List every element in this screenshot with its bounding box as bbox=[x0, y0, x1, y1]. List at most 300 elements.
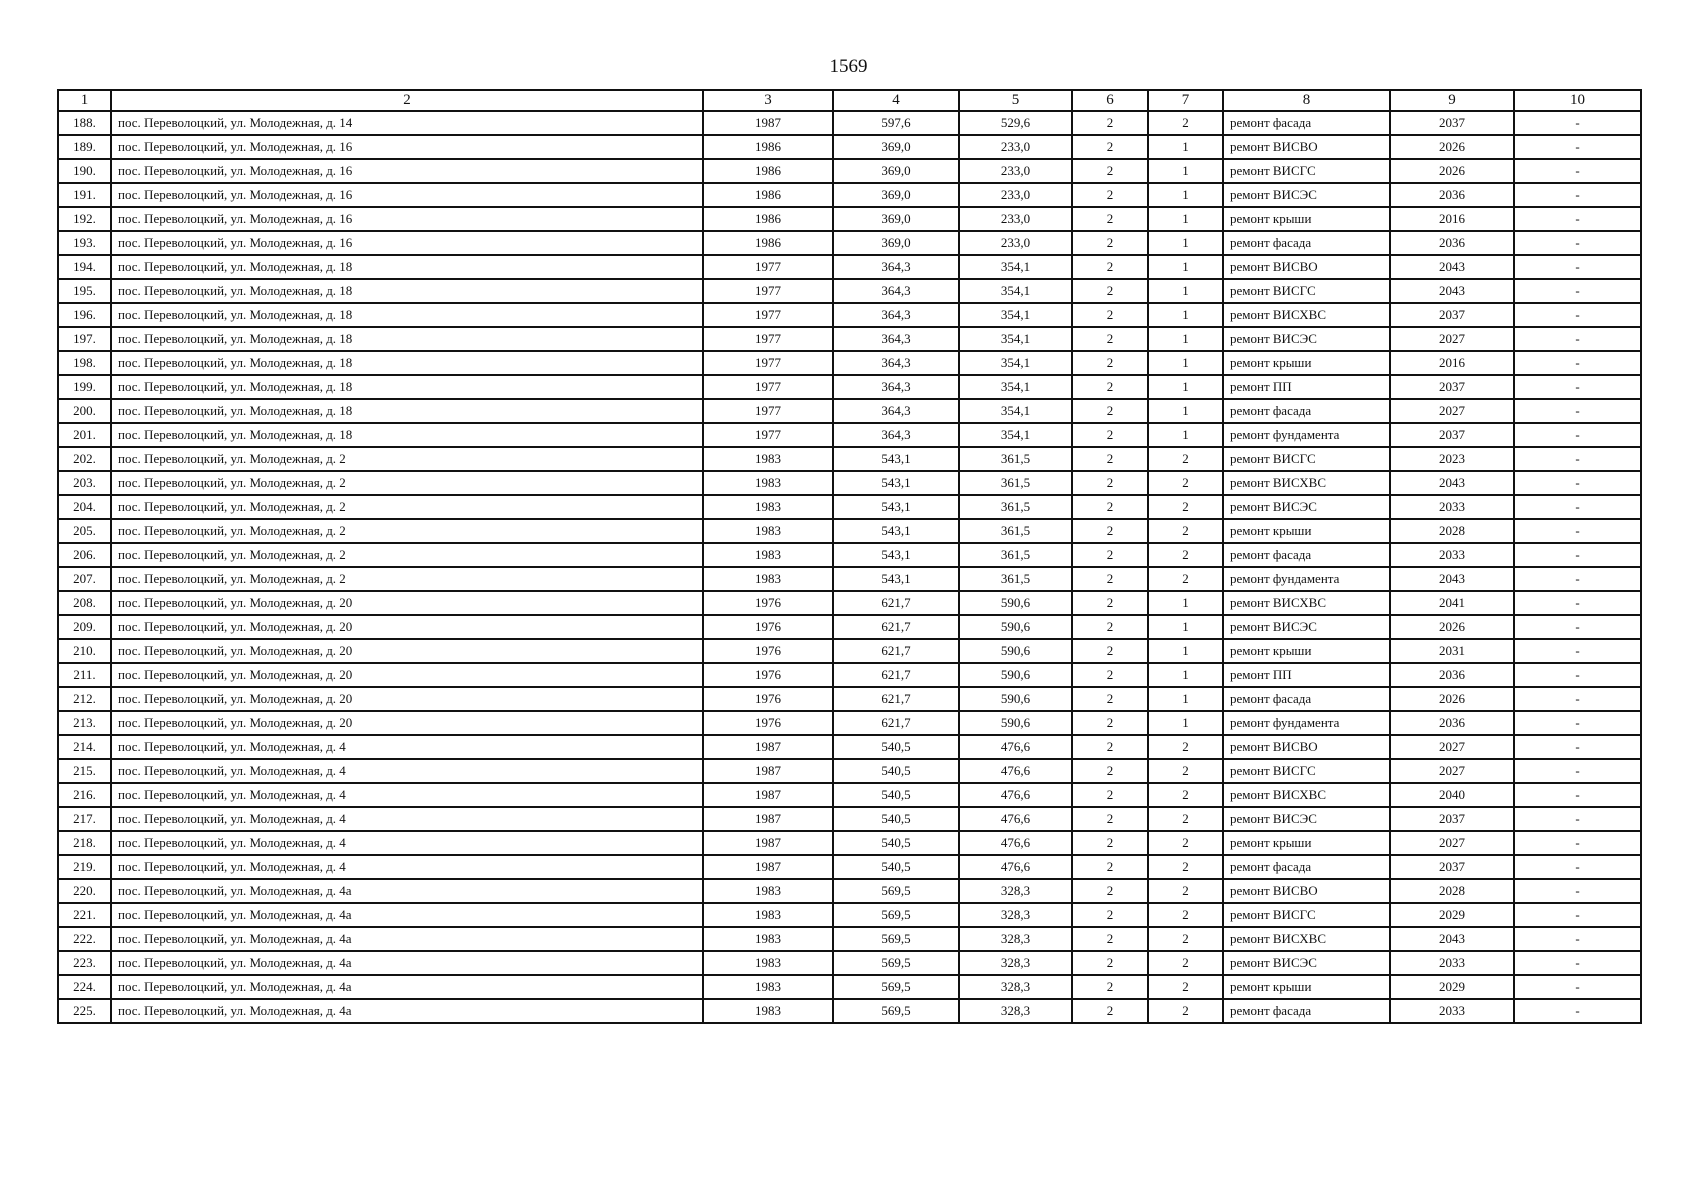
entrances-cell: 1 bbox=[1148, 639, 1223, 663]
total-area-cell: 540,5 bbox=[833, 855, 959, 879]
work-type-cell: ремонт ВИСЭС bbox=[1223, 807, 1390, 831]
work-type-cell: ремонт ВИСВО bbox=[1223, 135, 1390, 159]
living-area-cell: 476,6 bbox=[959, 735, 1072, 759]
total-area-cell: 369,0 bbox=[833, 159, 959, 183]
living-area-cell: 361,5 bbox=[959, 495, 1072, 519]
note-cell: - bbox=[1514, 879, 1641, 903]
living-area-cell: 328,3 bbox=[959, 975, 1072, 999]
total-area-cell: 543,1 bbox=[833, 567, 959, 591]
note-cell: - bbox=[1514, 135, 1641, 159]
living-area-cell: 590,6 bbox=[959, 591, 1072, 615]
planned-year-cell: 2043 bbox=[1390, 471, 1514, 495]
living-area-cell: 590,6 bbox=[959, 663, 1072, 687]
year-built-cell: 1977 bbox=[703, 351, 833, 375]
table-row bbox=[58, 543, 1641, 567]
entrances-cell: 2 bbox=[1148, 447, 1223, 471]
work-type-cell: ремонт фасада bbox=[1223, 111, 1390, 135]
work-type-cell: ремонт ВИСЭС bbox=[1223, 615, 1390, 639]
table-row bbox=[58, 135, 1641, 159]
entrances-cell: 2 bbox=[1148, 543, 1223, 567]
year-built-cell: 1986 bbox=[703, 159, 833, 183]
row-number-cell: 211. bbox=[58, 663, 111, 687]
floors-cell: 2 bbox=[1072, 135, 1148, 159]
row-number-cell: 207. bbox=[58, 567, 111, 591]
living-area-cell: 476,6 bbox=[959, 831, 1072, 855]
total-area-cell: 621,7 bbox=[833, 711, 959, 735]
note-cell: - bbox=[1514, 615, 1641, 639]
total-area-cell: 364,3 bbox=[833, 351, 959, 375]
planned-year-cell: 2029 bbox=[1390, 903, 1514, 927]
living-area-cell: 233,0 bbox=[959, 207, 1072, 231]
planned-year-cell: 2033 bbox=[1390, 951, 1514, 975]
address-cell: пос. Переволоцкий, ул. Молодежная, д. 2 bbox=[111, 471, 703, 495]
table-row bbox=[58, 519, 1641, 543]
address-cell: пос. Переволоцкий, ул. Молодежная, д. 2 bbox=[111, 447, 703, 471]
row-number-cell: 193. bbox=[58, 231, 111, 255]
entrances-cell: 1 bbox=[1148, 255, 1223, 279]
planned-year-cell: 2033 bbox=[1390, 999, 1514, 1023]
floors-cell: 2 bbox=[1072, 207, 1148, 231]
entrances-cell: 2 bbox=[1148, 879, 1223, 903]
total-area-cell: 569,5 bbox=[833, 927, 959, 951]
living-area-cell: 361,5 bbox=[959, 567, 1072, 591]
table-row bbox=[58, 495, 1641, 519]
work-type-cell: ремонт ПП bbox=[1223, 663, 1390, 687]
row-number-cell: 194. bbox=[58, 255, 111, 279]
living-area-cell: 328,3 bbox=[959, 879, 1072, 903]
year-built-cell: 1977 bbox=[703, 279, 833, 303]
row-number-cell: 218. bbox=[58, 831, 111, 855]
entrances-cell: 1 bbox=[1148, 591, 1223, 615]
planned-year-cell: 2036 bbox=[1390, 711, 1514, 735]
floors-cell: 2 bbox=[1072, 159, 1148, 183]
planned-year-cell: 2016 bbox=[1390, 207, 1514, 231]
floors-cell: 2 bbox=[1072, 423, 1148, 447]
row-number-cell: 199. bbox=[58, 375, 111, 399]
living-area-cell: 354,1 bbox=[959, 327, 1072, 351]
work-type-cell: ремонт ВИСГС bbox=[1223, 759, 1390, 783]
table-row bbox=[58, 807, 1641, 831]
entrances-cell: 2 bbox=[1148, 519, 1223, 543]
row-number-cell: 196. bbox=[58, 303, 111, 327]
work-type-cell: ремонт ВИСВО bbox=[1223, 735, 1390, 759]
column-header: 3 bbox=[703, 90, 833, 111]
living-area-cell: 233,0 bbox=[959, 231, 1072, 255]
year-built-cell: 1977 bbox=[703, 375, 833, 399]
address-cell: пос. Переволоцкий, ул. Молодежная, д. 18 bbox=[111, 303, 703, 327]
total-area-cell: 543,1 bbox=[833, 495, 959, 519]
entrances-cell: 1 bbox=[1148, 231, 1223, 255]
entrances-cell: 1 bbox=[1148, 375, 1223, 399]
planned-year-cell: 2037 bbox=[1390, 855, 1514, 879]
note-cell: - bbox=[1514, 567, 1641, 591]
living-area-cell: 328,3 bbox=[959, 903, 1072, 927]
address-cell: пос. Переволоцкий, ул. Молодежная, д. 20 bbox=[111, 663, 703, 687]
note-cell: - bbox=[1514, 855, 1641, 879]
note-cell: - bbox=[1514, 591, 1641, 615]
entrances-cell: 1 bbox=[1148, 687, 1223, 711]
year-built-cell: 1976 bbox=[703, 639, 833, 663]
total-area-cell: 369,0 bbox=[833, 135, 959, 159]
work-type-cell: ремонт ВИСГС bbox=[1223, 903, 1390, 927]
row-number-cell: 198. bbox=[58, 351, 111, 375]
total-area-cell: 621,7 bbox=[833, 615, 959, 639]
entrances-cell: 2 bbox=[1148, 903, 1223, 927]
row-number-cell: 222. bbox=[58, 927, 111, 951]
address-cell: пос. Переволоцкий, ул. Молодежная, д. 20 bbox=[111, 711, 703, 735]
note-cell: - bbox=[1514, 231, 1641, 255]
note-cell: - bbox=[1514, 807, 1641, 831]
planned-year-cell: 2027 bbox=[1390, 327, 1514, 351]
year-built-cell: 1977 bbox=[703, 303, 833, 327]
address-cell: пос. Переволоцкий, ул. Молодежная, д. 18 bbox=[111, 351, 703, 375]
floors-cell: 2 bbox=[1072, 495, 1148, 519]
total-area-cell: 364,3 bbox=[833, 327, 959, 351]
note-cell: - bbox=[1514, 975, 1641, 999]
address-cell: пос. Переволоцкий, ул. Молодежная, д. 2 bbox=[111, 519, 703, 543]
note-cell: - bbox=[1514, 831, 1641, 855]
work-type-cell: ремонт ВИСЭС bbox=[1223, 183, 1390, 207]
row-number-cell: 214. bbox=[58, 735, 111, 759]
table-row bbox=[58, 591, 1641, 615]
total-area-cell: 540,5 bbox=[833, 807, 959, 831]
living-area-cell: 590,6 bbox=[959, 615, 1072, 639]
work-type-cell: ремонт ВИСГС bbox=[1223, 447, 1390, 471]
work-type-cell: ремонт ВИСГС bbox=[1223, 279, 1390, 303]
floors-cell: 2 bbox=[1072, 327, 1148, 351]
address-cell: пос. Переволоцкий, ул. Молодежная, д. 18 bbox=[111, 255, 703, 279]
entrances-cell: 2 bbox=[1148, 783, 1223, 807]
total-area-cell: 364,3 bbox=[833, 255, 959, 279]
total-area-cell: 364,3 bbox=[833, 303, 959, 327]
row-number-cell: 216. bbox=[58, 783, 111, 807]
table-row bbox=[58, 159, 1641, 183]
note-cell: - bbox=[1514, 951, 1641, 975]
row-number-cell: 188. bbox=[58, 111, 111, 135]
entrances-cell: 2 bbox=[1148, 999, 1223, 1023]
floors-cell: 2 bbox=[1072, 591, 1148, 615]
row-number-cell: 225. bbox=[58, 999, 111, 1023]
address-cell: пос. Переволоцкий, ул. Молодежная, д. 20 bbox=[111, 639, 703, 663]
note-cell: - bbox=[1514, 111, 1641, 135]
work-type-cell: ремонт фасада bbox=[1223, 999, 1390, 1023]
floors-cell: 2 bbox=[1072, 759, 1148, 783]
planned-year-cell: 2043 bbox=[1390, 279, 1514, 303]
address-cell: пос. Переволоцкий, ул. Молодежная, д. 18 bbox=[111, 375, 703, 399]
floors-cell: 2 bbox=[1072, 351, 1148, 375]
address-cell: пос. Переволоцкий, ул. Молодежная, д. 4 bbox=[111, 759, 703, 783]
work-type-cell: ремонт ВИСХВС bbox=[1223, 783, 1390, 807]
floors-cell: 2 bbox=[1072, 687, 1148, 711]
address-cell: пос. Переволоцкий, ул. Молодежная, д. 4а bbox=[111, 951, 703, 975]
living-area-cell: 354,1 bbox=[959, 351, 1072, 375]
total-area-cell: 543,1 bbox=[833, 543, 959, 567]
note-cell: - bbox=[1514, 759, 1641, 783]
address-cell: пос. Переволоцкий, ул. Молодежная, д. 4 bbox=[111, 831, 703, 855]
planned-year-cell: 2027 bbox=[1390, 831, 1514, 855]
row-number-cell: 204. bbox=[58, 495, 111, 519]
floors-cell: 2 bbox=[1072, 615, 1148, 639]
row-number-cell: 215. bbox=[58, 759, 111, 783]
table-row bbox=[58, 399, 1641, 423]
floors-cell: 2 bbox=[1072, 999, 1148, 1023]
column-header: 1 bbox=[58, 90, 111, 111]
floors-cell: 2 bbox=[1072, 471, 1148, 495]
floors-cell: 2 bbox=[1072, 399, 1148, 423]
note-cell: - bbox=[1514, 375, 1641, 399]
year-built-cell: 1987 bbox=[703, 735, 833, 759]
living-area-cell: 354,1 bbox=[959, 399, 1072, 423]
note-cell: - bbox=[1514, 399, 1641, 423]
row-number-cell: 202. bbox=[58, 447, 111, 471]
total-area-cell: 543,1 bbox=[833, 447, 959, 471]
row-number-cell: 224. bbox=[58, 975, 111, 999]
entrances-cell: 2 bbox=[1148, 567, 1223, 591]
entrances-cell: 2 bbox=[1148, 759, 1223, 783]
work-type-cell: ремонт крыши bbox=[1223, 975, 1390, 999]
planned-year-cell: 2043 bbox=[1390, 927, 1514, 951]
work-type-cell: ремонт фундамента bbox=[1223, 567, 1390, 591]
year-built-cell: 1976 bbox=[703, 615, 833, 639]
note-cell: - bbox=[1514, 663, 1641, 687]
planned-year-cell: 2023 bbox=[1390, 447, 1514, 471]
total-area-cell: 621,7 bbox=[833, 663, 959, 687]
living-area-cell: 354,1 bbox=[959, 375, 1072, 399]
work-type-cell: ремонт ВИСХВС bbox=[1223, 303, 1390, 327]
planned-year-cell: 2036 bbox=[1390, 231, 1514, 255]
year-built-cell: 1986 bbox=[703, 207, 833, 231]
work-type-cell: ремонт фундамента bbox=[1223, 423, 1390, 447]
planned-year-cell: 2027 bbox=[1390, 399, 1514, 423]
note-cell: - bbox=[1514, 447, 1641, 471]
total-area-cell: 569,5 bbox=[833, 879, 959, 903]
table-row bbox=[58, 639, 1641, 663]
floors-cell: 2 bbox=[1072, 111, 1148, 135]
living-area-cell: 233,0 bbox=[959, 159, 1072, 183]
work-type-cell: ремонт ПП bbox=[1223, 375, 1390, 399]
work-type-cell: ремонт крыши bbox=[1223, 519, 1390, 543]
row-number-cell: 205. bbox=[58, 519, 111, 543]
living-area-cell: 354,1 bbox=[959, 279, 1072, 303]
floors-cell: 2 bbox=[1072, 735, 1148, 759]
living-area-cell: 328,3 bbox=[959, 951, 1072, 975]
table-row bbox=[58, 999, 1641, 1023]
floors-cell: 2 bbox=[1072, 543, 1148, 567]
row-number-cell: 220. bbox=[58, 879, 111, 903]
living-area-cell: 354,1 bbox=[959, 423, 1072, 447]
living-area-cell: 529,6 bbox=[959, 111, 1072, 135]
table-row bbox=[58, 831, 1641, 855]
row-number-cell: 206. bbox=[58, 543, 111, 567]
address-cell: пос. Переволоцкий, ул. Молодежная, д. 18 bbox=[111, 279, 703, 303]
address-cell: пос. Переволоцкий, ул. Молодежная, д. 14 bbox=[111, 111, 703, 135]
note-cell: - bbox=[1514, 543, 1641, 567]
year-built-cell: 1983 bbox=[703, 519, 833, 543]
column-header: 10 bbox=[1514, 90, 1641, 111]
note-cell: - bbox=[1514, 735, 1641, 759]
table-row bbox=[58, 231, 1641, 255]
address-cell: пос. Переволоцкий, ул. Молодежная, д. 20 bbox=[111, 687, 703, 711]
note-cell: - bbox=[1514, 303, 1641, 327]
year-built-cell: 1987 bbox=[703, 783, 833, 807]
entrances-cell: 1 bbox=[1148, 303, 1223, 327]
row-number-cell: 210. bbox=[58, 639, 111, 663]
planned-year-cell: 2037 bbox=[1390, 423, 1514, 447]
floors-cell: 2 bbox=[1072, 255, 1148, 279]
year-built-cell: 1986 bbox=[703, 135, 833, 159]
living-area-cell: 590,6 bbox=[959, 711, 1072, 735]
address-cell: пос. Переволоцкий, ул. Молодежная, д. 4 bbox=[111, 855, 703, 879]
year-built-cell: 1983 bbox=[703, 927, 833, 951]
year-built-cell: 1987 bbox=[703, 807, 833, 831]
living-area-cell: 476,6 bbox=[959, 783, 1072, 807]
table-row bbox=[58, 711, 1641, 735]
work-type-cell: ремонт ВИСЭС bbox=[1223, 951, 1390, 975]
floors-cell: 2 bbox=[1072, 783, 1148, 807]
floors-cell: 2 bbox=[1072, 807, 1148, 831]
floors-cell: 2 bbox=[1072, 903, 1148, 927]
year-built-cell: 1987 bbox=[703, 111, 833, 135]
total-area-cell: 621,7 bbox=[833, 687, 959, 711]
work-type-cell: ремонт ВИСВО bbox=[1223, 879, 1390, 903]
work-type-cell: ремонт фасада bbox=[1223, 687, 1390, 711]
planned-year-cell: 2026 bbox=[1390, 159, 1514, 183]
total-area-cell: 621,7 bbox=[833, 591, 959, 615]
year-built-cell: 1976 bbox=[703, 591, 833, 615]
living-area-cell: 590,6 bbox=[959, 639, 1072, 663]
floors-cell: 2 bbox=[1072, 831, 1148, 855]
row-number-cell: 190. bbox=[58, 159, 111, 183]
year-built-cell: 1976 bbox=[703, 711, 833, 735]
floors-cell: 2 bbox=[1072, 519, 1148, 543]
column-header: 8 bbox=[1223, 90, 1390, 111]
table-row bbox=[58, 615, 1641, 639]
table-row bbox=[58, 663, 1641, 687]
column-header: 6 bbox=[1072, 90, 1148, 111]
living-area-cell: 361,5 bbox=[959, 519, 1072, 543]
year-built-cell: 1983 bbox=[703, 903, 833, 927]
planned-year-cell: 2016 bbox=[1390, 351, 1514, 375]
table-row bbox=[58, 255, 1641, 279]
note-cell: - bbox=[1514, 327, 1641, 351]
address-cell: пос. Переволоцкий, ул. Молодежная, д. 16 bbox=[111, 207, 703, 231]
total-area-cell: 540,5 bbox=[833, 735, 959, 759]
planned-year-cell: 2037 bbox=[1390, 375, 1514, 399]
entrances-cell: 1 bbox=[1148, 135, 1223, 159]
row-number-cell: 203. bbox=[58, 471, 111, 495]
planned-year-cell: 2026 bbox=[1390, 687, 1514, 711]
note-cell: - bbox=[1514, 927, 1641, 951]
row-number-cell: 221. bbox=[58, 903, 111, 927]
row-number-cell: 213. bbox=[58, 711, 111, 735]
address-cell: пос. Переволоцкий, ул. Молодежная, д. 16 bbox=[111, 183, 703, 207]
living-area-cell: 354,1 bbox=[959, 255, 1072, 279]
year-built-cell: 1986 bbox=[703, 231, 833, 255]
year-built-cell: 1977 bbox=[703, 423, 833, 447]
work-type-cell: ремонт крыши bbox=[1223, 831, 1390, 855]
address-cell: пос. Переволоцкий, ул. Молодежная, д. 4 bbox=[111, 807, 703, 831]
entrances-cell: 2 bbox=[1148, 831, 1223, 855]
living-area-cell: 233,0 bbox=[959, 183, 1072, 207]
row-number-cell: 191. bbox=[58, 183, 111, 207]
row-number-cell: 219. bbox=[58, 855, 111, 879]
total-area-cell: 364,3 bbox=[833, 399, 959, 423]
planned-year-cell: 2029 bbox=[1390, 975, 1514, 999]
year-built-cell: 1983 bbox=[703, 975, 833, 999]
note-cell: - bbox=[1514, 519, 1641, 543]
total-area-cell: 569,5 bbox=[833, 975, 959, 999]
planned-year-cell: 2043 bbox=[1390, 255, 1514, 279]
entrances-cell: 2 bbox=[1148, 807, 1223, 831]
total-area-cell: 621,7 bbox=[833, 639, 959, 663]
total-area-cell: 597,6 bbox=[833, 111, 959, 135]
floors-cell: 2 bbox=[1072, 711, 1148, 735]
address-cell: пос. Переволоцкий, ул. Молодежная, д. 4а bbox=[111, 879, 703, 903]
entrances-cell: 1 bbox=[1148, 183, 1223, 207]
planned-year-cell: 2026 bbox=[1390, 135, 1514, 159]
row-number-cell: 195. bbox=[58, 279, 111, 303]
work-type-cell: ремонт ВИСГС bbox=[1223, 159, 1390, 183]
year-built-cell: 1977 bbox=[703, 327, 833, 351]
address-cell: пос. Переволоцкий, ул. Молодежная, д. 16 bbox=[111, 159, 703, 183]
entrances-cell: 1 bbox=[1148, 207, 1223, 231]
total-area-cell: 369,0 bbox=[833, 231, 959, 255]
address-cell: пос. Переволоцкий, ул. Молодежная, д. 4 bbox=[111, 783, 703, 807]
planned-year-cell: 2036 bbox=[1390, 663, 1514, 687]
column-header: 2 bbox=[111, 90, 703, 111]
floors-cell: 2 bbox=[1072, 975, 1148, 999]
planned-year-cell: 2037 bbox=[1390, 111, 1514, 135]
planned-year-cell: 2031 bbox=[1390, 639, 1514, 663]
entrances-cell: 2 bbox=[1148, 471, 1223, 495]
address-cell: пос. Переволоцкий, ул. Молодежная, д. 20 bbox=[111, 615, 703, 639]
year-built-cell: 1987 bbox=[703, 855, 833, 879]
table-row bbox=[58, 375, 1641, 399]
planned-year-cell: 2037 bbox=[1390, 303, 1514, 327]
total-area-cell: 543,1 bbox=[833, 471, 959, 495]
living-area-cell: 590,6 bbox=[959, 687, 1072, 711]
work-type-cell: ремонт фасада bbox=[1223, 543, 1390, 567]
living-area-cell: 476,6 bbox=[959, 855, 1072, 879]
address-cell: пос. Переволоцкий, ул. Молодежная, д. 2 bbox=[111, 567, 703, 591]
total-area-cell: 540,5 bbox=[833, 783, 959, 807]
table-row bbox=[58, 423, 1641, 447]
total-area-cell: 540,5 bbox=[833, 759, 959, 783]
floors-cell: 2 bbox=[1072, 951, 1148, 975]
floors-cell: 2 bbox=[1072, 879, 1148, 903]
work-type-cell: ремонт крыши bbox=[1223, 639, 1390, 663]
total-area-cell: 364,3 bbox=[833, 279, 959, 303]
entrances-cell: 1 bbox=[1148, 615, 1223, 639]
planned-year-cell: 2028 bbox=[1390, 879, 1514, 903]
total-area-cell: 364,3 bbox=[833, 423, 959, 447]
floors-cell: 2 bbox=[1072, 855, 1148, 879]
address-cell: пос. Переволоцкий, ул. Молодежная, д. 4а bbox=[111, 927, 703, 951]
address-cell: пос. Переволоцкий, ул. Молодежная, д. 2 bbox=[111, 543, 703, 567]
planned-year-cell: 2036 bbox=[1390, 183, 1514, 207]
table-row bbox=[58, 975, 1641, 999]
living-area-cell: 361,5 bbox=[959, 447, 1072, 471]
table-row bbox=[58, 927, 1641, 951]
entrances-cell: 2 bbox=[1148, 975, 1223, 999]
address-cell: пос. Переволоцкий, ул. Молодежная, д. 2 bbox=[111, 495, 703, 519]
year-built-cell: 1977 bbox=[703, 399, 833, 423]
entrances-cell: 2 bbox=[1148, 111, 1223, 135]
entrances-cell: 1 bbox=[1148, 351, 1223, 375]
year-built-cell: 1986 bbox=[703, 183, 833, 207]
note-cell: - bbox=[1514, 999, 1641, 1023]
table-row bbox=[58, 783, 1641, 807]
